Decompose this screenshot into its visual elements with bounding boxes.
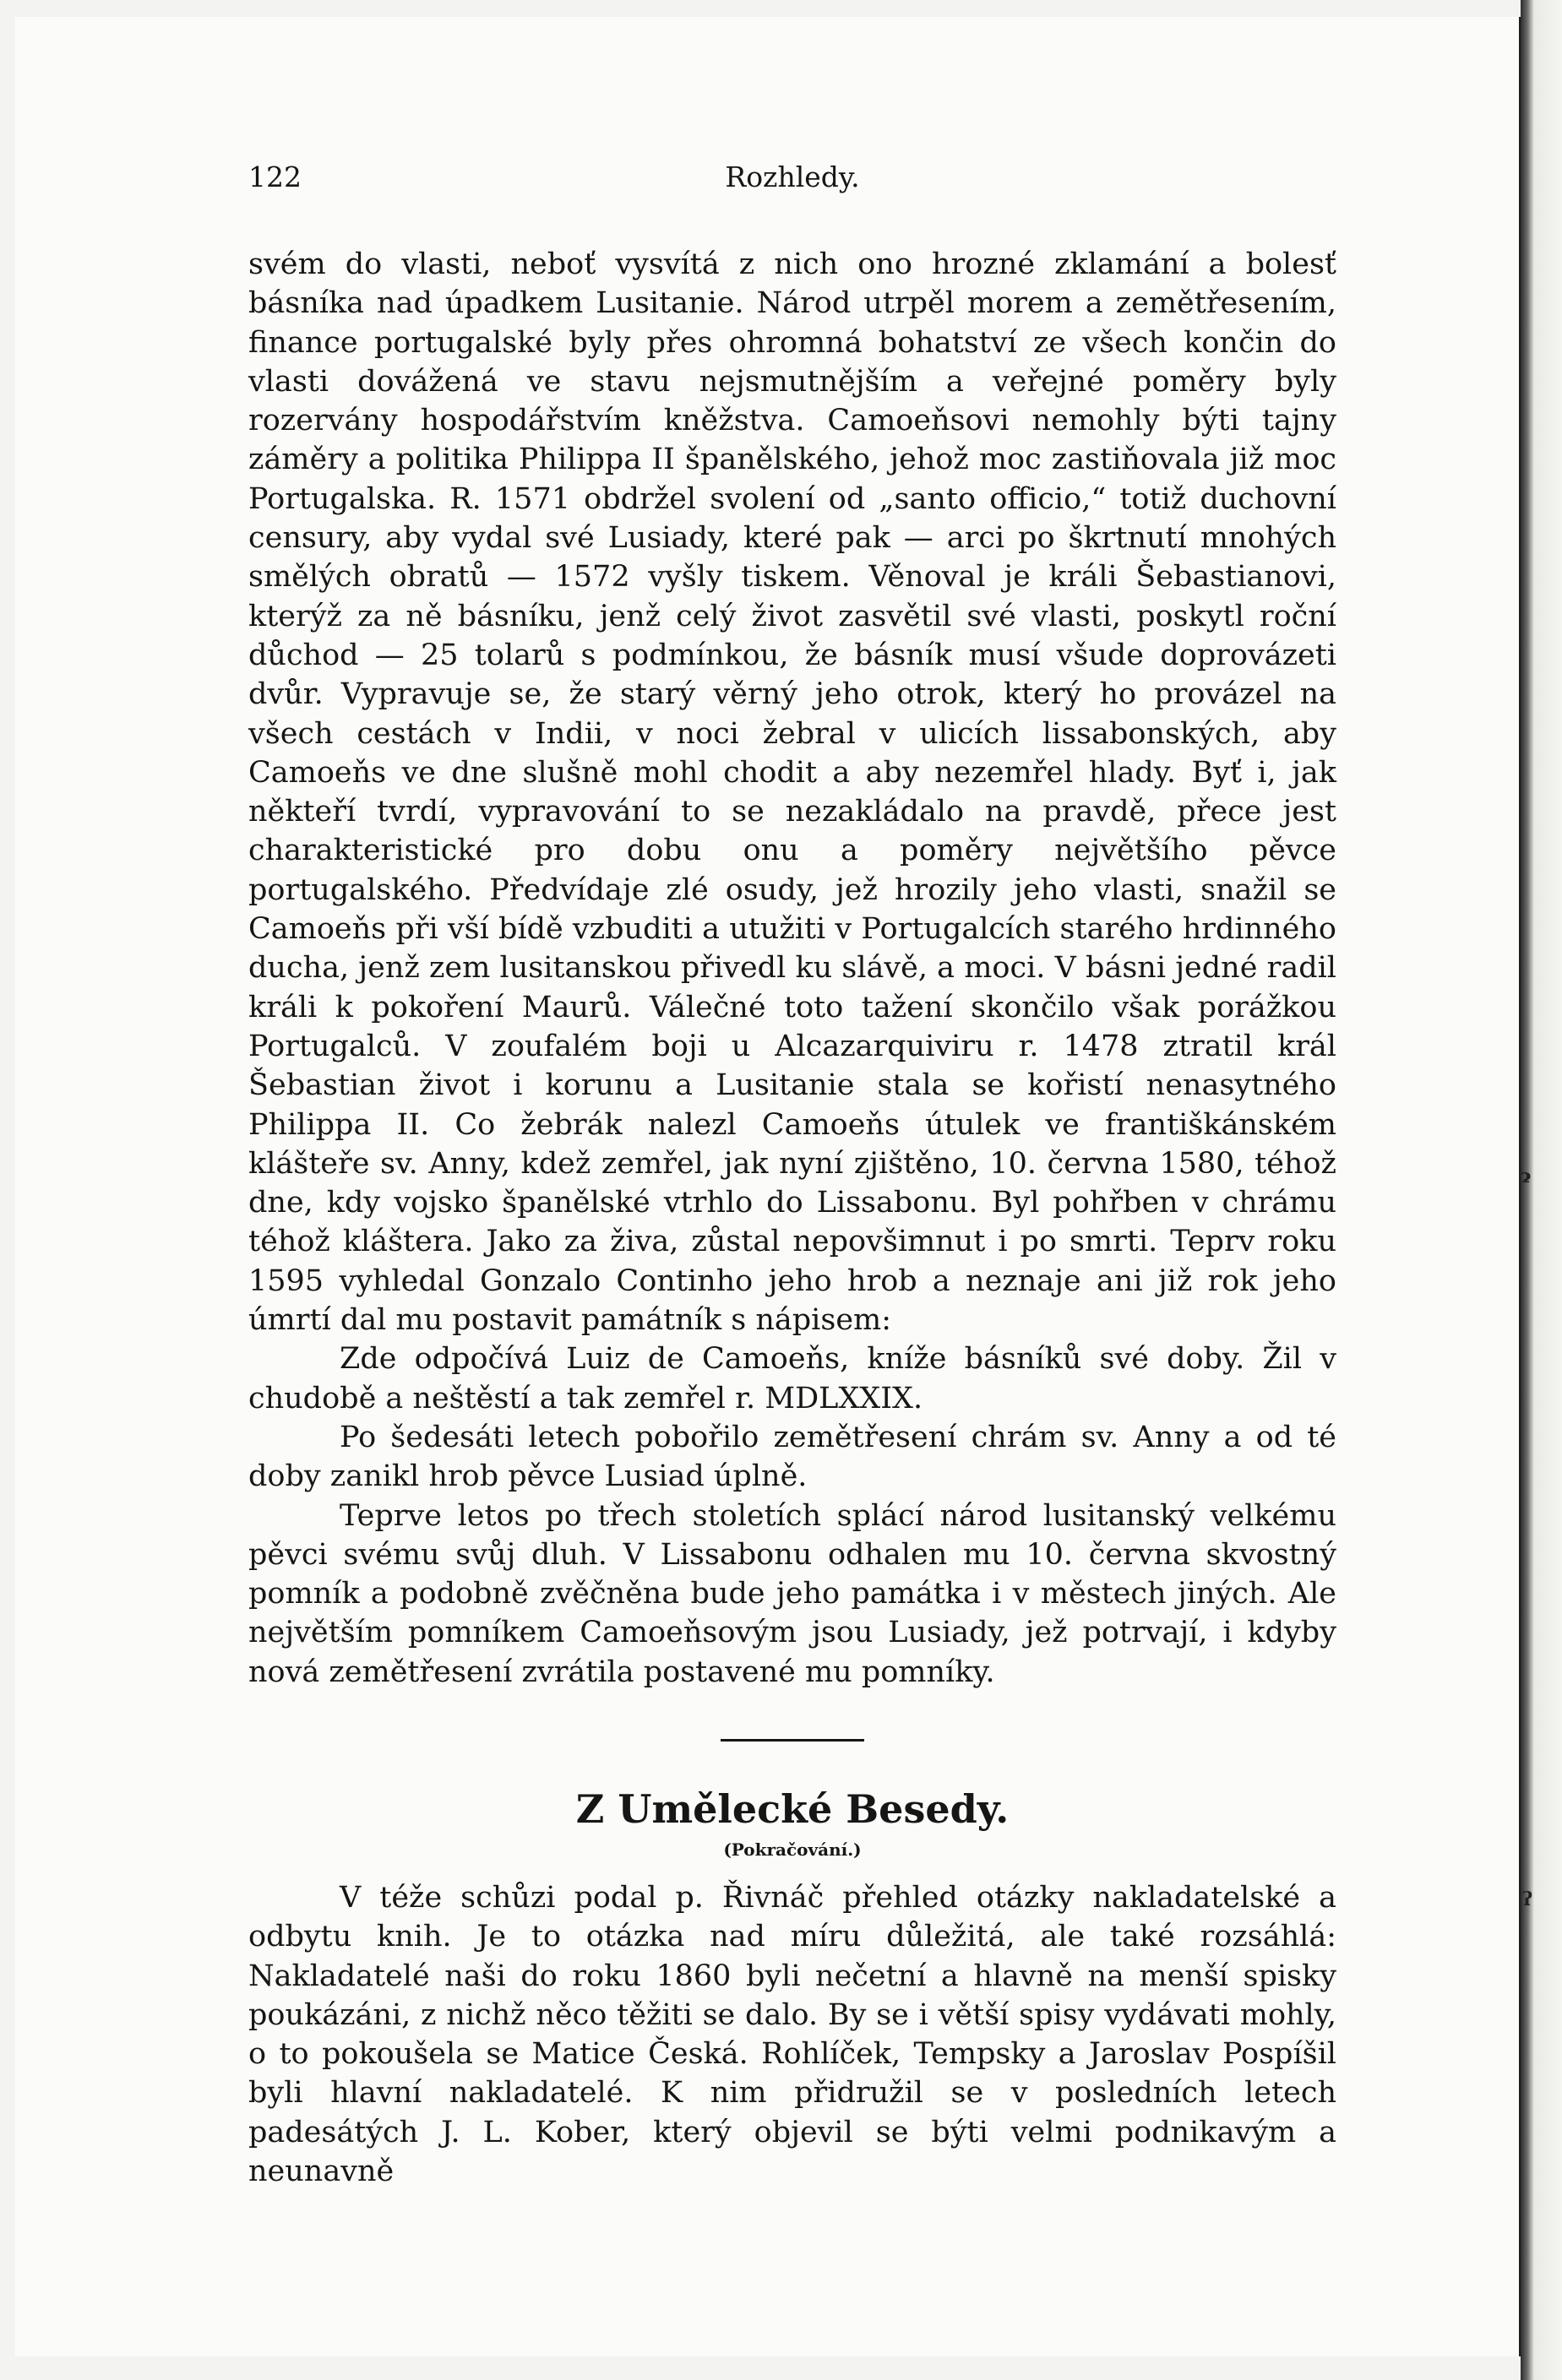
- section-paragraph: V téže schůzi podal p. Řivnáč přehled otázky nakladatelské a odbytu knih. Je to otázka nad míru důležitá, ale také rozsáhlá: Nakladatelé naši do roku 1860 byli nečetní a hlavně na menší spisky poukázáni, z nichž něco těžiti se dalo. By se i větší spisy vydávati mohly, o to pokoušela se Matice Česká. Rohlíček, Tempsky a Jaroslav Pospíšil byli hlavní nakladatelé. K nim přidružil se v posledních letech padesátých J. L. Kober, který objevil se býti velmi podnikavým a neunavně: [248, 1880, 1336, 2189]
- article-paragraph: svém do vlasti, neboť vysvítá z nich ono hrozné zklamání a bolesť básníka nad úpadkem Lusitanie. Národ utrpěl morem a zemětřesením, finance portugalské byly přes ohromná bohatství ze všech končin do vlasti dovážená ve stavu nejsmutnějším a veřejné poměry byly rozervány hospodářstvím kněžstva. Camoeňsovi nemohly býti tajny záměry a politika Philippa II španělského, jehož moc zastiňovala již moc Portugalska. R. 1571 obdržel svolení od „santo officio,“ totiž duchovní censury, aby vydal své Lusiady, které pak — arci po škrtnutí mnohých smělých obratů — 1572 vyšly tiskem. Věnoval je králi Šebastianovi, kterýž za ně básníku, jenž celý život zasvětil své vlasti, poskytl roční důchod — 25 tolarů s podmínkou, že básník musí všude doprovázeti dvůr. Vypravuje se, že starý věrný jeho otrok, který ho provázel na všech cestách v Indii, v noci žebral v ulicích lissabonských, aby Camoeňs ve dne slušně mohl chodit a aby nezemřel hlady. Byť i, jak někteří tvrdí, vypravování to se nezakládalo na pravdě, přece jest charakteristické pro dobu onu a poměry největšího pěvce portugalského. Předvídaje zlé osudy, jež hrozily jeho vlasti, snažil se Camoeňs při vší bídě vzbuditi a utužiti v Portugalcích starého hrdinného ducha, jenž zem lusitanskou přivedl ku slávě, a moci. V básni jedné radil králi k pokoření Maurů. Válečné toto tažení skončilo však porážkou Portugalců. V zoufalém boji u Alcazarquiviru r. 1478 ztratil král Šebastian život i korunu a Lusitanie stala se kořistí nenasytného Philippa II. Co žebrák nalezl Camoeňs útulek ve františkánském klášteře sv. Anny, kdež zemřel, jak nyní zjištěno, 10. června 1580, téhož dne, kdy vojsko španělské vtrhlo do Lissabonu. Byl pohřben v chrámu téhož kláštera. Jako za živa, zůstal nepovšimnut i po smrti. Teprv roku 1595 vyhledal Gonzalo Continho jeho hrob a neznaje ani již rok jeho úmrtí dal mu postavit památník s nápisem:: [248, 247, 1336, 1338]
- gutter-mark: ɂ: [1521, 1166, 1532, 1187]
- section-title: Z Umělecké Besedy.: [575, 1785, 1010, 1832]
- section-subtitle: (Pokračování.): [723, 1839, 862, 1860]
- epitaph-paragraph: Zde odpočívá Luiz de Camoeňs, kníže básníků své doby. Žil v chudobě a neštěstí a tak zemřel r. MDLXXIX.: [248, 1342, 1336, 1416]
- page-number: 122: [248, 160, 302, 193]
- article-paragraph: Teprve letos po třech stoletích splácí národ lusitanský velkému pěvci svému svůj dluh. V Lissabonu odhalen mu 10. června skvostný pomník a podobně zvěčněna bude jeho památka i v městech jiných. Ale největším pomníkem Camoeňsovým jsou Lusiady, jež potrvají, i kdyby nová zemětřesení zvrátila postavené mu pomníky.: [248, 1498, 1336, 1689]
- article-paragraph: Po šedesáti letech pobořilo zemětřesení chrám sv. Anny a od té doby zanikl hrob pěvce Lusiad úplně.: [248, 1420, 1336, 1494]
- page-content: [248, 160, 1336, 2191]
- gutter-mark: ʔ: [1522, 1888, 1533, 1910]
- section-divider: [721, 1739, 864, 1742]
- binding-gutter: [1521, 0, 1562, 2380]
- running-title: Rozhledy.: [725, 160, 860, 193]
- page-header: [248, 160, 1336, 211]
